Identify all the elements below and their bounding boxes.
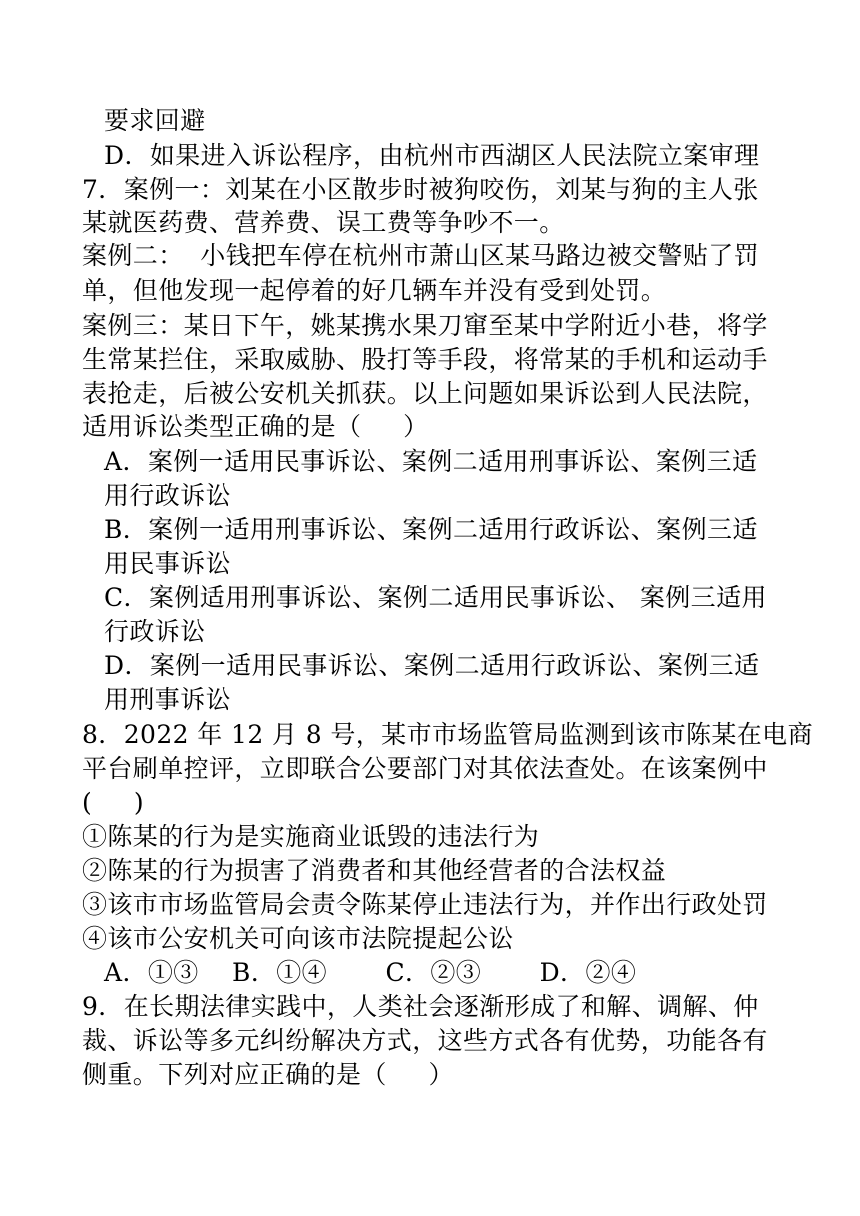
option-b-line: B．案例一适用刑事诉讼、案例二适用行政诉讼、案例三适 bbox=[104, 515, 758, 544]
option-d-line: D．如果进入诉讼程序，由杭州市西湖区人民法院立案审理 bbox=[104, 141, 760, 170]
text-line: 某就医药费、营养费、误工费等争吵不一。 bbox=[82, 208, 565, 237]
answer-bracket: ( ) bbox=[82, 788, 145, 817]
option-c-line: C．案例适用刑事诉讼、案例二适用民事诉讼、 案例三适用 bbox=[104, 583, 767, 612]
text-line: 要求回避 bbox=[104, 106, 206, 135]
option-d-line: D．案例一适用民事诉讼、案例二适用行政诉讼、案例三适 bbox=[104, 651, 760, 680]
text-line: 行政诉讼 bbox=[104, 617, 206, 646]
statement-1-line: ①陈某的行为是实施商业诋毁的违法行为 bbox=[82, 822, 540, 851]
text-line: 平台刷单控评，立即联合公要部门对其依法查处。在该案例中 bbox=[82, 754, 768, 783]
text-line: 表抢走，后被公安机关抓获。以上问题如果诉讼到人民法院， bbox=[82, 379, 768, 408]
text-line: 裁、诉讼等多元纠纷解决方式，这些方式各有优势，功能各有 bbox=[82, 1026, 768, 1055]
question-prompt-line: 侧重。下列对应正确的是（ ） bbox=[82, 1060, 454, 1089]
text-line: 用行政诉讼 bbox=[104, 481, 232, 510]
question-8-line: 8．2022 年 12 月 8 号，某市市场监管局监测到该市陈某在电商 bbox=[82, 720, 813, 749]
question-prompt-line: 适用诉讼类型正确的是（ ） bbox=[82, 412, 429, 441]
question-9-line: 9．在长期法律实践中，人类社会逐渐形成了和解、调解、仲 bbox=[82, 992, 759, 1021]
text-line: 生常某拦住，采取威胁、股打等手段，将常某的手机和运动手 bbox=[82, 345, 768, 374]
statement-2-line: ②陈某的行为损害了消费者和其他经营者的合法权益 bbox=[82, 856, 667, 885]
text-line: 单，但他发现一起停着的好几辆车并没有受到处罚。 bbox=[82, 276, 667, 305]
text-line: 用刑事诉讼 bbox=[104, 685, 232, 714]
text-line: 用民事诉讼 bbox=[104, 549, 232, 578]
statement-3-line: ③该市市场监管局会责令陈某停止违法行为，并作出行政处罚 bbox=[82, 890, 768, 919]
case-three-line: 案例三：某日下午，姚某携水果刀窜至某中学附近小巷，将学 bbox=[82, 311, 768, 340]
case-two-line: 案例二： 小钱把车停在杭州市萧山区某马路边被交警贴了罚 bbox=[82, 241, 760, 270]
options-line: A．①③ B．①④ C．②③ D．②④ bbox=[104, 958, 637, 987]
option-a-line: A．案例一适用民事诉讼、案例二适用刑事诉讼、案例三适 bbox=[104, 447, 758, 476]
question-7-line: 7．案例一：刘某在小区散步时被狗咬伤，刘某与狗的主人张 bbox=[82, 175, 759, 204]
statement-4-line: ④该市公安机关可向该市法院提起公讼 bbox=[82, 924, 514, 953]
